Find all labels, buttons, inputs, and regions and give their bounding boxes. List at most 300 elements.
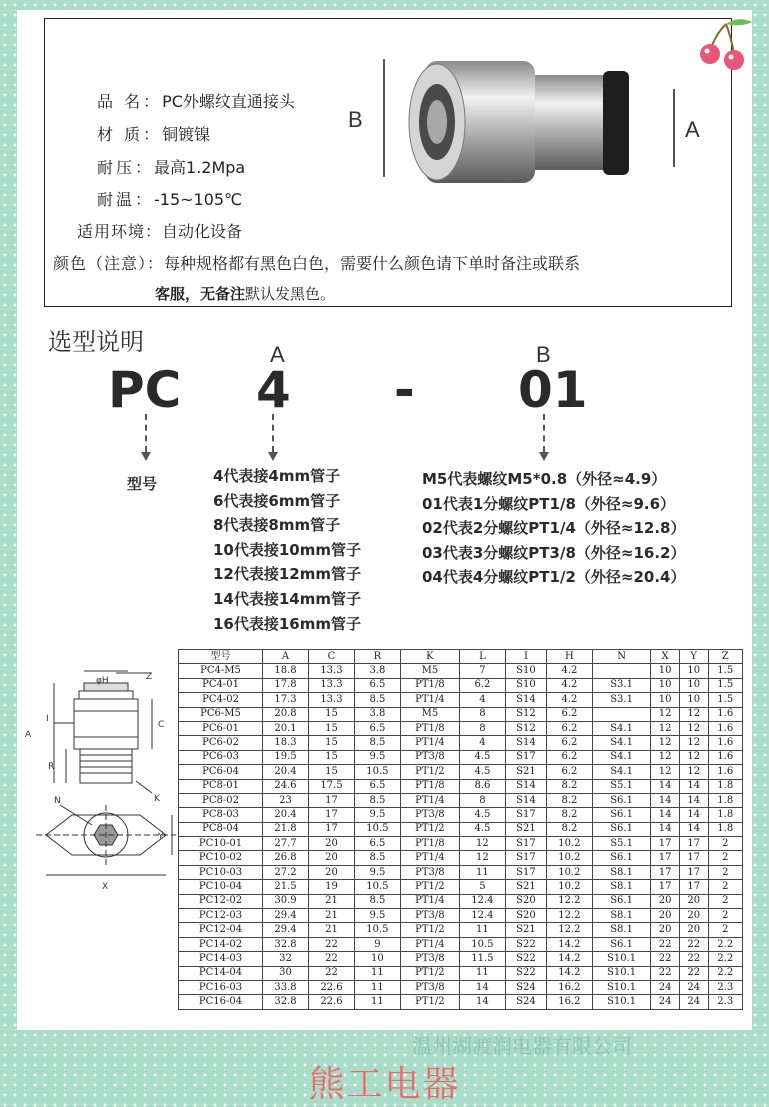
table-cell: 4: [459, 693, 505, 707]
table-cell: S10: [505, 678, 546, 692]
tube-size-list: [213, 464, 361, 636]
table-cell: 9.5: [354, 865, 400, 879]
table-cell: 20: [308, 851, 354, 865]
table-cell: PT1/8: [400, 779, 459, 793]
table-cell: 2.2: [708, 952, 742, 966]
spec-material: 材 质：铜镀镍: [97, 125, 211, 144]
table-cell: 18.8: [263, 664, 309, 678]
table-cell: 9: [354, 937, 400, 951]
table-cell: 2: [708, 865, 742, 879]
table-header-cell: Y: [679, 650, 708, 664]
table-cell: 30: [263, 966, 309, 980]
table-cell: 32.8: [263, 937, 309, 951]
table-cell: 4.5: [459, 808, 505, 822]
table-cell: S21: [505, 765, 546, 779]
dim-a-line: [673, 89, 675, 167]
selection-label-b: B: [536, 342, 551, 367]
table-cell: 17: [679, 880, 708, 894]
table-row: [179, 980, 743, 994]
table-row: [179, 808, 743, 822]
table-cell: 2: [708, 851, 742, 865]
table-cell: 21: [308, 909, 354, 923]
table-cell: 32: [263, 952, 309, 966]
table-cell: 12: [459, 851, 505, 865]
table-cell: S22: [505, 952, 546, 966]
table-cell: 20: [651, 923, 680, 937]
table-cell: 8.2: [546, 793, 592, 807]
table-cell: [592, 707, 650, 721]
table-cell: 2.3: [708, 995, 742, 1009]
table-cell: 17: [651, 865, 680, 879]
table-cell: 4.2: [546, 693, 592, 707]
table-cell: 6.2: [546, 721, 592, 735]
table-cell: 14.2: [546, 966, 592, 980]
table-cell: PT1/4: [400, 937, 459, 951]
table-cell: 8.5: [354, 736, 400, 750]
cherry-logo-icon: [696, 14, 756, 74]
table-cell: 12: [651, 736, 680, 750]
table-row: [179, 721, 743, 735]
table-cell: 22: [308, 952, 354, 966]
table-cell: 17: [651, 837, 680, 851]
arrow-thread-head: [539, 452, 549, 461]
table-cell: 10: [651, 693, 680, 707]
table-cell: 14: [651, 808, 680, 822]
table-cell: S5.1: [592, 779, 650, 793]
table-cell: S6.1: [592, 937, 650, 951]
table-cell: PC8-04: [179, 822, 263, 836]
table-cell: S17: [505, 851, 546, 865]
table-cell: 20: [651, 909, 680, 923]
table-cell: PC14-04: [179, 966, 263, 980]
table-cell: 26.8: [263, 851, 309, 865]
table-cell: 12: [679, 736, 708, 750]
table-cell: PT1/4: [400, 693, 459, 707]
table-cell: 15: [308, 721, 354, 735]
table-cell: 17: [651, 851, 680, 865]
table-cell: 6.2: [546, 750, 592, 764]
table-row: [179, 693, 743, 707]
table-row: [179, 865, 743, 879]
table-cell: 11: [459, 923, 505, 937]
table-cell: 22.6: [308, 995, 354, 1009]
code-dash: -: [394, 361, 415, 419]
table-cell: 17: [651, 880, 680, 894]
table-cell: S4.1: [592, 765, 650, 779]
table-cell: PC8-01: [179, 779, 263, 793]
table-cell: 1.5: [708, 693, 742, 707]
color-note-line2: 客服，无备注默认发黑色。: [155, 285, 336, 303]
table-header-cell: K: [400, 650, 459, 664]
table-cell: 11: [459, 865, 505, 879]
spec-temperature: 耐温：-15~105℃: [97, 190, 243, 209]
table-cell: S6.1: [592, 894, 650, 908]
table-cell: 17: [679, 851, 708, 865]
table-row: [179, 952, 743, 966]
table-cell: PC10-02: [179, 851, 263, 865]
table-cell: 6.5: [354, 721, 400, 735]
table-cell: 10: [679, 678, 708, 692]
table-cell: 15: [308, 765, 354, 779]
table-cell: 23: [263, 793, 309, 807]
table-cell: 12.4: [459, 909, 505, 923]
list-item: 01代表1分螺纹PT1/8（外径≈9.6）: [422, 494, 676, 513]
table-cell: 18.3: [263, 736, 309, 750]
table-cell: 1.6: [708, 707, 742, 721]
table-cell: 6.2: [546, 707, 592, 721]
table-cell: 8.2: [546, 822, 592, 836]
table-cell: S17: [505, 750, 546, 764]
table-cell: 1.6: [708, 750, 742, 764]
table-cell: 12.4: [459, 894, 505, 908]
label-i: I: [46, 714, 49, 724]
table-cell: 4.5: [459, 822, 505, 836]
table-header-cell: H: [546, 650, 592, 664]
table-cell: 13.3: [308, 664, 354, 678]
table-cell: 33.8: [263, 980, 309, 994]
table-cell: 20: [651, 894, 680, 908]
table-cell: S4.1: [592, 721, 650, 735]
list-item: 14代表接14mm管子: [213, 589, 362, 608]
table-cell: 12: [651, 707, 680, 721]
table-cell: 8.2: [546, 779, 592, 793]
table-header-cell: I: [505, 650, 546, 664]
table-cell: 16.2: [546, 995, 592, 1009]
table-cell: 14.2: [546, 937, 592, 951]
table-cell: 22: [651, 966, 680, 980]
arrow-tube: [272, 414, 274, 452]
table-cell: PC16-04: [179, 995, 263, 1009]
table-cell: 8: [459, 707, 505, 721]
table-cell: 14: [651, 793, 680, 807]
table-cell: PT3/8: [400, 865, 459, 879]
table-cell: 29.4: [263, 923, 309, 937]
table-cell: 2.2: [708, 937, 742, 951]
table-cell: 14: [679, 793, 708, 807]
table-cell: 10.5: [354, 923, 400, 937]
table-cell: S17: [505, 808, 546, 822]
label-x: X: [102, 882, 109, 892]
list-item: 8代表接8mm管子: [213, 516, 341, 535]
selection-title: 选型说明: [48, 328, 144, 356]
table-cell: 24: [679, 980, 708, 994]
table-cell: 17.5: [308, 779, 354, 793]
table-cell: PC4-01: [179, 678, 263, 692]
arrow-model: [145, 414, 147, 452]
table-cell: 1.8: [708, 793, 742, 807]
table-cell: 1.8: [708, 779, 742, 793]
model-label: 型号: [127, 475, 158, 493]
table-header-row: [179, 650, 743, 664]
list-item: 6代表接6mm管子: [213, 491, 341, 510]
table-cell: S17: [505, 837, 546, 851]
dim-b-label: B: [348, 107, 363, 132]
table-cell: 11: [459, 966, 505, 980]
table-cell: PC8-03: [179, 808, 263, 822]
table-row: [179, 909, 743, 923]
label-y: Y: [158, 832, 164, 842]
product-info-box: [44, 18, 732, 307]
color-note: 颜色（注意）：每种规格都有黑色白色，需要什么颜色请下单时备注或联系: [53, 254, 581, 273]
table-cell: 24: [651, 995, 680, 1009]
table-cell: 13.3: [308, 678, 354, 692]
table-cell: 13.3: [308, 693, 354, 707]
footer-brand: 熊工电器: [308, 1064, 461, 1105]
table-cell: 21: [308, 894, 354, 908]
table-cell: PT1/2: [400, 880, 459, 894]
table-cell: 8.5: [354, 894, 400, 908]
table-cell: 20.8: [263, 707, 309, 721]
spec-name: 品 名：PC外螺纹直通接头: [97, 92, 295, 111]
table-cell: S22: [505, 937, 546, 951]
table-cell: PT1/8: [400, 678, 459, 692]
table-cell: 6.5: [354, 678, 400, 692]
table-cell: 30.9: [263, 894, 309, 908]
table-cell: S4.1: [592, 736, 650, 750]
table-header-cell: Z: [708, 650, 742, 664]
table-cell: 11: [354, 980, 400, 994]
table-cell: 6.2: [459, 678, 505, 692]
table-cell: PT1/2: [400, 995, 459, 1009]
table-row: [179, 793, 743, 807]
table-cell: PC10-04: [179, 880, 263, 894]
table-cell: 12.2: [546, 894, 592, 908]
table-cell: 15: [308, 750, 354, 764]
table-cell: 17: [308, 793, 354, 807]
table-cell: 3.8: [354, 707, 400, 721]
table-cell: 2.3: [708, 980, 742, 994]
table-cell: S3.1: [592, 693, 650, 707]
table-cell: 14: [651, 779, 680, 793]
label-k: K: [154, 794, 160, 804]
table-cell: 24: [679, 995, 708, 1009]
table-cell: 5: [459, 880, 505, 894]
table-cell: M5: [400, 664, 459, 678]
list-item: 04代表4分螺纹PT1/2（外径≈20.4）: [422, 568, 686, 587]
table-cell: S22: [505, 966, 546, 980]
table-header-cell: L: [459, 650, 505, 664]
table-cell: 11.5: [459, 952, 505, 966]
table-cell: 8: [459, 793, 505, 807]
table-cell: PT1/2: [400, 822, 459, 836]
table-row: [179, 937, 743, 951]
table-cell: 20.4: [263, 765, 309, 779]
table-header-cell: C: [308, 650, 354, 664]
table-cell: PC14-02: [179, 937, 263, 951]
table-cell: 2: [708, 880, 742, 894]
table-cell: 22: [308, 937, 354, 951]
list-item: 03代表3分螺纹PT3/8（外径≈16.2）: [422, 543, 686, 562]
table-cell: 1.6: [708, 721, 742, 735]
table-cell: 14: [679, 822, 708, 836]
table-cell: S10.1: [592, 952, 650, 966]
table-cell: PC16-03: [179, 980, 263, 994]
table-cell: 17.8: [263, 678, 309, 692]
table-cell: PT1/2: [400, 966, 459, 980]
table-cell: 22.6: [308, 980, 354, 994]
table-cell: 9.5: [354, 909, 400, 923]
table-cell: 4: [459, 736, 505, 750]
table-cell: S5.1: [592, 837, 650, 851]
table-cell: 15: [308, 736, 354, 750]
table-cell: PT3/8: [400, 909, 459, 923]
table-cell: PT3/8: [400, 980, 459, 994]
table-cell: 1.5: [708, 664, 742, 678]
table-cell: 4.2: [546, 678, 592, 692]
table-cell: 12.2: [546, 923, 592, 937]
spec-pressure: 耐压：最高1.2Mpa: [97, 158, 246, 177]
table-cell: [592, 664, 650, 678]
table-cell: S10: [505, 664, 546, 678]
table-cell: 22: [679, 937, 708, 951]
table-cell: 15: [308, 707, 354, 721]
table-cell: S12: [505, 707, 546, 721]
table-cell: 17: [679, 837, 708, 851]
table-cell: 2: [708, 894, 742, 908]
table-cell: S21: [505, 923, 546, 937]
table-cell: 22: [651, 952, 680, 966]
table-cell: PC6-01: [179, 721, 263, 735]
table-cell: 22: [308, 966, 354, 980]
table-cell: S12: [505, 721, 546, 735]
table-cell: PT3/8: [400, 952, 459, 966]
table-cell: 14: [459, 980, 505, 994]
table-cell: 22: [651, 937, 680, 951]
code-thread: 01: [518, 361, 588, 419]
thread-size-list: [422, 467, 685, 590]
table-cell: 2: [708, 837, 742, 851]
table-cell: S24: [505, 995, 546, 1009]
table-cell: 9.5: [354, 808, 400, 822]
table-row: [179, 664, 743, 678]
table-row: [179, 923, 743, 937]
table-body: [179, 664, 743, 1009]
table-cell: 2: [708, 923, 742, 937]
table-cell: 8.5: [354, 693, 400, 707]
table-cell: 8.5: [354, 851, 400, 865]
table-cell: 8.6: [459, 779, 505, 793]
table-cell: 10.2: [546, 851, 592, 865]
table-cell: 12: [459, 837, 505, 851]
table-cell: 8.5: [354, 793, 400, 807]
code-pc: PC: [108, 361, 182, 419]
table-cell: 1.8: [708, 822, 742, 836]
table-cell: 10.5: [354, 822, 400, 836]
table-cell: S14: [505, 793, 546, 807]
table-row: [179, 779, 743, 793]
table-cell: S10.1: [592, 966, 650, 980]
table-cell: 6.5: [354, 837, 400, 851]
table-cell: 12.2: [546, 909, 592, 923]
table-cell: 6.2: [546, 736, 592, 750]
list-item: 4代表接4mm管子: [213, 467, 341, 485]
dim-b-line: [383, 59, 385, 177]
table-cell: M5: [400, 707, 459, 721]
table-cell: 8: [459, 721, 505, 735]
spec-table: [178, 649, 743, 1010]
table-row: [179, 995, 743, 1009]
table-cell: PC10-03: [179, 865, 263, 879]
table-cell: 12: [651, 721, 680, 735]
table-header-cell: R: [354, 650, 400, 664]
table-cell: 10.2: [546, 880, 592, 894]
label-c: C: [158, 720, 165, 730]
table-cell: 10: [651, 678, 680, 692]
list-item: M5代表螺纹M5*0.8（外径≈4.9）: [422, 470, 667, 488]
table-cell: 12: [679, 721, 708, 735]
table-cell: PC12-02: [179, 894, 263, 908]
table-cell: 20.4: [263, 808, 309, 822]
table-cell: 17: [308, 822, 354, 836]
table-cell: S6.1: [592, 822, 650, 836]
table-cell: S6.1: [592, 851, 650, 865]
table-cell: 10.2: [546, 837, 592, 851]
table-cell: 24: [651, 980, 680, 994]
table-cell: 21.8: [263, 822, 309, 836]
table-cell: 20: [308, 837, 354, 851]
table-cell: S10.1: [592, 995, 650, 1009]
arrow-thread: [543, 414, 545, 452]
table-cell: 22: [679, 952, 708, 966]
table-cell: PC12-04: [179, 923, 263, 937]
table-row: [179, 837, 743, 851]
table-cell: PT1/4: [400, 851, 459, 865]
table-cell: S6.1: [592, 808, 650, 822]
table-cell: 4.5: [459, 765, 505, 779]
list-item: 02代表2分螺纹PT1/4（外径≈12.8）: [422, 519, 686, 538]
table-cell: 27.7: [263, 837, 309, 851]
table-cell: PC10-01: [179, 837, 263, 851]
watermark: 温州湖渡润电器有限公司: [412, 1034, 632, 1058]
table-cell: 1.6: [708, 765, 742, 779]
table-cell: 21: [308, 923, 354, 937]
table-cell: 19: [308, 880, 354, 894]
table-cell: 20: [679, 909, 708, 923]
table-cell: PC6-M5: [179, 707, 263, 721]
table-row: [179, 966, 743, 980]
table-cell: PT1/8: [400, 721, 459, 735]
table-cell: PC12-03: [179, 909, 263, 923]
table-cell: PC4-02: [179, 693, 263, 707]
table-cell: 10: [679, 664, 708, 678]
technical-drawing: [24, 665, 184, 920]
table-cell: 10.2: [546, 865, 592, 879]
table-row: [179, 707, 743, 721]
label-h: φH: [96, 676, 109, 686]
table-cell: S17: [505, 865, 546, 879]
table-cell: 11: [354, 966, 400, 980]
table-cell: S21: [505, 822, 546, 836]
table-cell: S6.1: [592, 793, 650, 807]
table-cell: S8.1: [592, 865, 650, 879]
table-row: [179, 750, 743, 764]
table-cell: 17: [308, 808, 354, 822]
selection-label-a: A: [270, 342, 285, 367]
table-row: [179, 678, 743, 692]
table-cell: 20: [308, 865, 354, 879]
table-cell: 12: [679, 765, 708, 779]
table-cell: PC6-02: [179, 736, 263, 750]
table-cell: 14: [459, 995, 505, 1009]
table-header-cell: X: [651, 650, 680, 664]
table-cell: S8.1: [592, 923, 650, 937]
table-cell: PC4-M5: [179, 664, 263, 678]
table-cell: 21.5: [263, 880, 309, 894]
table-cell: 27.2: [263, 865, 309, 879]
table-cell: S14: [505, 736, 546, 750]
table-cell: PC6-04: [179, 765, 263, 779]
fitting-image: [385, 49, 675, 199]
